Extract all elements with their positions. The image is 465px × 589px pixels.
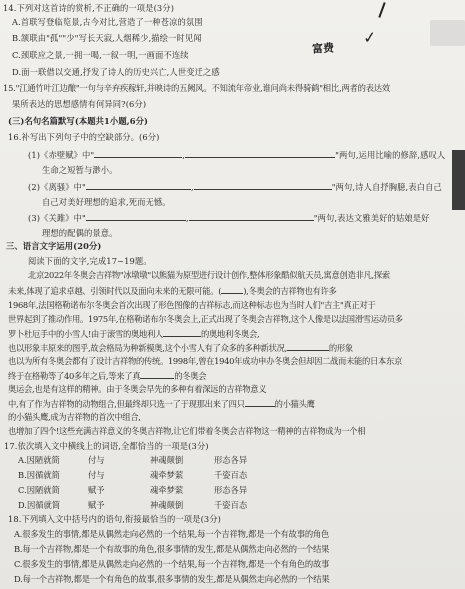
question-1-option-c: C.颈联应之景,一拥一喝,一叙一明,一画面不连续 — [12, 50, 189, 60]
passage-blank[interactable] — [287, 342, 329, 351]
question-16-stem: 16.补写出下列句子中的空缺部分。(6分) — [8, 132, 160, 142]
question-1-option-a: A.首联写登临览景,古今对比,营造了一种苍凉的氛围 — [12, 17, 203, 27]
passage-line-11: 的小猫头鹰,成为吉祥物的首次中组合, — [8, 412, 141, 422]
question-16-item-2-cont: 自己对美好理想的追求,死而无憾。 — [42, 197, 171, 207]
scan-stain — [430, 20, 465, 46]
section-3-heading: (三)名句名篇默写(本题共1小题,6分) — [8, 116, 148, 126]
question-15-line-1: 15."江通竹叶江边酿"一句与辛弃疾稼轩,并映诗的五阙风。不知流年帝业,谁问尚未得骑鹤"相比,两者的表达效 — [3, 83, 391, 93]
passage-blank[interactable] — [245, 398, 275, 407]
question-1-option-d: D.面一联借以交通,抒发了诗人的历史兴亡,人世变迁之感 — [12, 67, 220, 77]
passage-blank[interactable] — [221, 285, 243, 294]
question-16-item-2: (2)《离骚》中" , "两句,诗人自抒胸臆,表白自己 — [28, 182, 442, 192]
passage-line-2: 未来,体现了追求卓越、引领时代以及面向未来的无限可能。( ),冬奥会的吉祥物也有许多 — [8, 286, 337, 296]
passage-line-12: 也增加了四个!这些充满吉祥意义的冬奥吉祥物,让它们带着冬奥会吉祥物这一精神的吉祥物成为一个相 — [8, 426, 366, 436]
question-18-option-c[interactable]: C.很多发生的事情,都是从偶然走向必然的一个结果,每一个吉祥物,都是一个有角色的故事 — [14, 559, 330, 569]
question-1-option-b: B.颔联由"孤""少"写长天寂,人烟稀少,描绘一时见闻 — [12, 33, 202, 43]
passage-line-8: 终于在格勒等了40多年之后,等来了真 的冬奥会 — [8, 371, 207, 381]
passage-line-10: 中,有了作为吉祥物的动物组合,但最终却只选一了于现那出来了四只 的小猫头鹰 — [8, 399, 315, 409]
passage-line-3: 1968年,法国格勒诺布尔冬奥会首次出现了形色图像的吉祥标志,而这种标志也为当时人们"吉主"真正对于 — [8, 300, 376, 310]
question-18-stem: 18.下列填入文中括号内的语句,衔接最恰当的一项是(3分) — [8, 514, 222, 524]
handwritten-note: 富费 — [311, 41, 335, 56]
corner-shadow — [452, 150, 465, 210]
answer-blank[interactable] — [185, 149, 335, 158]
question-18-option-b[interactable]: B.每一个吉祥物,都是一个有故事的角色,很多事情的发生,都是从偶然走向必然的一个结果 — [14, 544, 330, 554]
answer-blank[interactable] — [86, 181, 191, 190]
section-language-heading: 三、语言文字运用(20分) — [6, 241, 102, 251]
handwritten-slash — [378, 2, 385, 18]
exam-page: ✓ 富费 14.下列对这首诗的赏析,不正确的一项是(3分) A.首联写登临览景,古今对比,营造了一种苍凉的氛围 B.颔联由"孤""少"写长天寂,人烟稀少,描绘一时见闻 C.颈联应之景,一拥一喝,一叙一明,一画面不连续 D.面一联借以交通,抒发了诗人的历史兴亡,人世变迁之感 15."江通竹叶江边酿"一句与辛弃疾稼轩,并映诗的五阙风。不知流年帝业,谁问尚未得骑鹤"相比,两者的表达效 果所表达的思想感情有何异同?(6分) (三)名句名篇默写(本题共1小题,6分) 16.补写出下列句子中的空缺部分。(6分) (1)《赤壁赋》中" , "两句,运用比喻的修辞,感叹人 生命之短暂与渺小。 (2)《离骚》中" , "两句,诗人自抒胸臆,表白自己 自己对美好理想的追求,死而无憾。 (3)《关雎》中" , "两句,表达文雅美好的姑娘是好 理想的配偶的景意。 三、语言文字运用(20分) 阅读下面的文字,完成17~19题。 北京2022年冬奥会吉祥物"冰墩墩"以熊猫为原型进行设计创作,整体形象酷似航天员,寓意创造非凡,探索 未来,体现了追求卓越、引领时代以及面向未来的无限可能。( ),冬奥会的吉祥物也有许多 1968年,法国格勒诺布尔冬奥会首次出现了形色图像的吉祥标志,而这种标志也为当时人们"吉主"真正对于 世界起到了推动作用。1975年,在格勒诺布尔冬奥会上,正式出现了冬奥会吉祥物,这个人像是以法国滑雪运动员多 罗卜杜厄手中的小雪人!由于滚雪的奥地利人 的奥地利冬奥会, 也以形象丰原来的图乎,故会格局为种新模奥,这个小雪人有了众多的多种新状况, 的形象 也以为所有冬奥会都有了设计吉祥物的传统。1998年,曾在1940年成功申办冬奥会但却因二战而未能的日本东京 终于在格勒等了40多年之后,等来了真 的冬奥会 奥运会,也是有这样的精神。由于冬奥会早先的多种有着深远的吉祥物意义 中,有了作为吉祥物的动物组合,但最终却只选一了于现那出来了四只 的小猫头鹰 的小猫头鹰,成为吉祥物的首次中组合, 也增加了四个!这些充满吉祥意义的冬奥吉祥物,让它们带着冬奥会吉祥物这一精神的吉祥物成为一个相 17.依次填入文中横线上的词语,全都恰当的一项是(3分) A.因陋就简 付与 神魂颠倒 形态各异 B.因循就简 付与 魂牵梦萦 千姿百态 C.因陋就简 赋予 魂牵梦萦 形态各异 D.因循就简 赋予 神魂颠倒 千姿百态 18.下列填入文中括号内的语句,衔接最恰当的一项是(3分) A.很多发生的事情,都是从偶然走向必然的一个结果,每一个吉祥物,都是一个有故事的角色 B.每一个吉祥物,都是一个有故事的角色,很多事情的发生,都是从偶然走向必然的一个结果 C.很多发生的事情,都是从偶然走向必然的一个结果,每一个吉祥物,都是一个有角色的故事 D.每一个吉祥物,都是一个有角色的故事,很多事情的发生,都是从偶然走向必然的一个结果 — [0, 0, 465, 589]
passage-line-9: 奥运会,也是有这样的精神。由于冬奥会早先的多种有着深远的吉祥物意义 — [8, 384, 267, 394]
passage-line-6: 也以形象丰原来的图乎,故会格局为种新模奥,这个小雪人有了众多的多种新状况, 的形象 — [8, 343, 353, 353]
question-16-item-1-cont: 生命之短暂与渺小。 — [42, 165, 118, 175]
passage-blank[interactable] — [163, 328, 201, 337]
passage-line-7: 也以为所有冬奥会都有了设计吉祥物的传统。1998年,曾在1940年成功申办冬奥会但却因二战而未能的日本东京 — [8, 356, 403, 366]
question-16-item-1: (1)《赤壁赋》中" , "两句,运用比喻的修辞,感叹人 — [28, 150, 446, 160]
question-18-option-d[interactable]: D.每一个吉祥物,都是一个有角色的故事,很多事情的发生,都是从偶然走向必然的一个结果 — [14, 574, 330, 584]
answer-blank[interactable] — [86, 212, 186, 221]
answer-blank[interactable] — [194, 181, 332, 190]
question-18-option-a[interactable]: A.很多发生的事情,都是从偶然走向必然的一个结果,每一个吉祥物,都是一个有故事的角色 — [14, 529, 330, 539]
passage-blank[interactable] — [140, 370, 174, 379]
question-16-item-3: (3)《关雎》中" , "两句,表达文雅美好的姑娘是好 — [28, 213, 430, 223]
passage-line-1: 北京2022年冬奥会吉祥物"冰墩墩"以熊猫为原型进行设计创作,整体形象酷似航天员,寓意创造非凡,探索 — [28, 270, 390, 280]
question-16-item-3-cont: 理想的配偶的景意。 — [42, 228, 118, 238]
answer-blank[interactable] — [189, 212, 314, 221]
question-15-line-2: 果所表达的思想感情有何异同?(6分) — [12, 99, 147, 109]
answer-blank[interactable] — [94, 149, 182, 158]
passage-line-4: 世界起到了推动作用。1975年,在格勒诺布尔冬奥会上,正式出现了冬奥会吉祥物,这个人像是以法国滑雪运动员多 — [8, 314, 403, 324]
question-1-stem: 14.下列对这首诗的赏析,不正确的一项是(3分) — [3, 3, 175, 13]
handwritten-mark: ✓ — [362, 27, 378, 48]
passage-intro: 阅读下面的文字,完成17~19题。 — [28, 256, 152, 266]
passage-line-5: 罗卜杜厄手中的小雪人!由于滚雪的奥地利人 的奥地利冬奥会, — [8, 329, 260, 339]
question-17-stem: 17.依次填入文中横线上的词语,全都恰当的一项是(3分) — [4, 441, 209, 451]
